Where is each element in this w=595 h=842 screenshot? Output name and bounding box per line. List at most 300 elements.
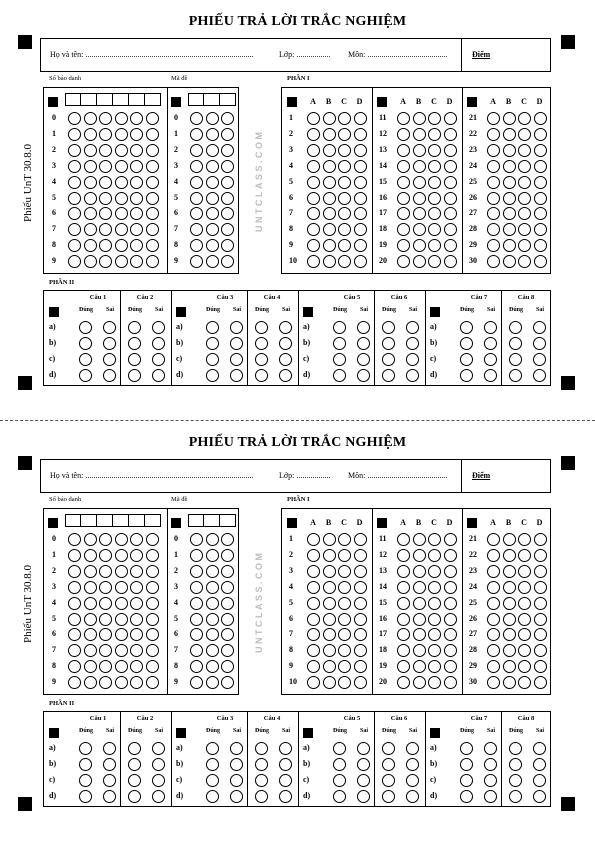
answer-bubble[interactable] <box>323 533 336 546</box>
answer-bubble[interactable] <box>323 207 336 220</box>
student-id-bubble[interactable] <box>68 660 81 673</box>
true-bubble[interactable] <box>509 790 522 803</box>
answer-bubble[interactable] <box>397 533 410 546</box>
exam-code-bubble[interactable] <box>221 597 234 610</box>
student-id-bubble[interactable] <box>115 239 128 252</box>
answer-bubble[interactable] <box>487 176 500 189</box>
exam-code-bubble[interactable] <box>206 660 219 673</box>
false-bubble[interactable] <box>152 337 165 350</box>
false-bubble[interactable] <box>533 369 546 382</box>
exam-code-bubble[interactable] <box>190 223 203 236</box>
exam-code-bubble[interactable] <box>206 549 219 562</box>
answer-bubble[interactable] <box>518 565 531 578</box>
exam-code-bubble[interactable] <box>190 597 203 610</box>
answer-bubble[interactable] <box>397 192 410 205</box>
student-id-bubble[interactable] <box>115 533 128 546</box>
student-id-bubble[interactable] <box>146 613 159 626</box>
exam-code-bubble[interactable] <box>206 128 219 141</box>
answer-bubble[interactable] <box>307 660 320 673</box>
answer-bubble[interactable] <box>428 597 441 610</box>
false-bubble[interactable] <box>533 774 546 787</box>
answer-bubble[interactable] <box>397 207 410 220</box>
false-bubble[interactable] <box>103 790 116 803</box>
true-bubble[interactable] <box>333 369 346 382</box>
student-id-bubble[interactable] <box>146 255 159 268</box>
true-bubble[interactable] <box>79 337 92 350</box>
false-bubble[interactable] <box>533 353 546 366</box>
exam-code-bubble[interactable] <box>190 613 203 626</box>
student-id-bubble[interactable] <box>99 223 112 236</box>
answer-bubble[interactable] <box>444 628 457 641</box>
answer-bubble[interactable] <box>444 549 457 562</box>
student-id-bubble[interactable] <box>130 192 143 205</box>
false-bubble[interactable] <box>230 353 243 366</box>
exam-code-bubble[interactable] <box>190 676 203 689</box>
student-id-bubble[interactable] <box>68 160 81 173</box>
student-id-bubble[interactable] <box>84 676 97 689</box>
student-id-bubble[interactable] <box>130 255 143 268</box>
exam-code-bubble[interactable] <box>206 176 219 189</box>
answer-bubble[interactable] <box>307 112 320 125</box>
false-bubble[interactable] <box>279 337 292 350</box>
true-bubble[interactable] <box>128 790 141 803</box>
answer-bubble[interactable] <box>503 533 516 546</box>
answer-bubble[interactable] <box>503 223 516 236</box>
false-bubble[interactable] <box>152 758 165 771</box>
student-id-bubble[interactable] <box>115 644 128 657</box>
answer-bubble[interactable] <box>518 613 531 626</box>
true-bubble[interactable] <box>255 742 268 755</box>
student-id-digit-box[interactable] <box>129 93 145 106</box>
exam-code-bubble[interactable] <box>221 176 234 189</box>
false-bubble[interactable] <box>406 774 419 787</box>
answer-bubble[interactable] <box>338 176 351 189</box>
answer-bubble[interactable] <box>534 581 547 594</box>
exam-code-bubble[interactable] <box>190 581 203 594</box>
exam-code-bubble[interactable] <box>206 613 219 626</box>
false-bubble[interactable] <box>230 337 243 350</box>
true-bubble[interactable] <box>206 758 219 771</box>
answer-bubble[interactable] <box>444 660 457 673</box>
answer-bubble[interactable] <box>487 565 500 578</box>
answer-bubble[interactable] <box>444 192 457 205</box>
student-id-bubble[interactable] <box>84 239 97 252</box>
student-id-bubble[interactable] <box>99 628 112 641</box>
student-id-bubble[interactable] <box>115 192 128 205</box>
answer-bubble[interactable] <box>397 597 410 610</box>
student-id-bubble[interactable] <box>146 207 159 220</box>
true-bubble[interactable] <box>460 790 473 803</box>
answer-bubble[interactable] <box>534 160 547 173</box>
student-id-bubble[interactable] <box>130 239 143 252</box>
answer-bubble[interactable] <box>534 192 547 205</box>
false-bubble[interactable] <box>103 758 116 771</box>
answer-bubble[interactable] <box>534 628 547 641</box>
answer-bubble[interactable] <box>428 223 441 236</box>
false-bubble[interactable] <box>406 790 419 803</box>
answer-bubble[interactable] <box>307 192 320 205</box>
true-bubble[interactable] <box>255 321 268 334</box>
answer-bubble[interactable] <box>503 565 516 578</box>
student-id-bubble[interactable] <box>68 533 81 546</box>
true-bubble[interactable] <box>382 790 395 803</box>
true-bubble[interactable] <box>460 742 473 755</box>
true-bubble[interactable] <box>382 321 395 334</box>
student-id-bubble[interactable] <box>130 207 143 220</box>
answer-bubble[interactable] <box>518 144 531 157</box>
exam-code-digit-box[interactable] <box>220 93 236 106</box>
true-bubble[interactable] <box>79 742 92 755</box>
exam-code-bubble[interactable] <box>221 128 234 141</box>
answer-bubble[interactable] <box>413 223 426 236</box>
student-id-bubble[interactable] <box>130 549 143 562</box>
exam-code-bubble[interactable] <box>190 565 203 578</box>
answer-bubble[interactable] <box>307 628 320 641</box>
answer-bubble[interactable] <box>397 581 410 594</box>
answer-bubble[interactable] <box>354 144 367 157</box>
exam-code-bubble[interactable] <box>206 223 219 236</box>
false-bubble[interactable] <box>357 742 370 755</box>
exam-code-bubble[interactable] <box>221 207 234 220</box>
answer-bubble[interactable] <box>338 144 351 157</box>
student-id-bubble[interactable] <box>146 628 159 641</box>
answer-bubble[interactable] <box>397 676 410 689</box>
exam-code-bubble[interactable] <box>206 644 219 657</box>
exam-code-bubble[interactable] <box>221 192 234 205</box>
answer-bubble[interactable] <box>323 628 336 641</box>
true-bubble[interactable] <box>382 337 395 350</box>
student-id-bubble[interactable] <box>84 628 97 641</box>
false-bubble[interactable] <box>152 321 165 334</box>
answer-bubble[interactable] <box>428 644 441 657</box>
answer-bubble[interactable] <box>428 176 441 189</box>
student-id-bubble[interactable] <box>99 255 112 268</box>
answer-bubble[interactable] <box>428 160 441 173</box>
exam-code-bubble[interactable] <box>190 144 203 157</box>
student-id-digit-box[interactable] <box>113 514 129 527</box>
student-id-bubble[interactable] <box>146 144 159 157</box>
answer-bubble[interactable] <box>397 223 410 236</box>
answer-bubble[interactable] <box>444 239 457 252</box>
answer-bubble[interactable] <box>518 549 531 562</box>
true-bubble[interactable] <box>128 353 141 366</box>
answer-bubble[interactable] <box>487 549 500 562</box>
true-bubble[interactable] <box>79 369 92 382</box>
student-id-bubble[interactable] <box>84 613 97 626</box>
answer-bubble[interactable] <box>444 223 457 236</box>
exam-code-bubble[interactable] <box>206 112 219 125</box>
answer-bubble[interactable] <box>428 660 441 673</box>
student-id-bubble[interactable] <box>146 549 159 562</box>
answer-bubble[interactable] <box>338 255 351 268</box>
false-bubble[interactable] <box>152 369 165 382</box>
student-id-bubble[interactable] <box>99 192 112 205</box>
answer-bubble[interactable] <box>503 239 516 252</box>
answer-bubble[interactable] <box>534 565 547 578</box>
true-bubble[interactable] <box>255 758 268 771</box>
answer-bubble[interactable] <box>397 255 410 268</box>
true-bubble[interactable] <box>460 758 473 771</box>
true-bubble[interactable] <box>460 337 473 350</box>
false-bubble[interactable] <box>103 353 116 366</box>
answer-bubble[interactable] <box>413 597 426 610</box>
answer-bubble[interactable] <box>354 533 367 546</box>
true-bubble[interactable] <box>128 758 141 771</box>
answer-bubble[interactable] <box>413 160 426 173</box>
true-bubble[interactable] <box>460 321 473 334</box>
true-bubble[interactable] <box>79 774 92 787</box>
student-id-bubble[interactable] <box>84 565 97 578</box>
student-id-bubble[interactable] <box>115 597 128 610</box>
answer-bubble[interactable] <box>534 549 547 562</box>
answer-bubble[interactable] <box>487 660 500 673</box>
exam-code-bubble[interactable] <box>221 613 234 626</box>
answer-bubble[interactable] <box>503 676 516 689</box>
false-bubble[interactable] <box>279 742 292 755</box>
exam-code-bubble[interactable] <box>206 192 219 205</box>
false-bubble[interactable] <box>533 321 546 334</box>
student-id-bubble[interactable] <box>99 533 112 546</box>
answer-bubble[interactable] <box>354 112 367 125</box>
student-id-bubble[interactable] <box>68 255 81 268</box>
exam-code-bubble[interactable] <box>221 223 234 236</box>
answer-bubble[interactable] <box>323 581 336 594</box>
true-bubble[interactable] <box>255 337 268 350</box>
answer-bubble[interactable] <box>487 112 500 125</box>
answer-bubble[interactable] <box>413 565 426 578</box>
exam-code-bubble[interactable] <box>190 207 203 220</box>
exam-code-bubble[interactable] <box>206 255 219 268</box>
answer-bubble[interactable] <box>338 239 351 252</box>
true-bubble[interactable] <box>460 774 473 787</box>
answer-bubble[interactable] <box>487 128 500 141</box>
answer-bubble[interactable] <box>428 255 441 268</box>
true-bubble[interactable] <box>333 337 346 350</box>
true-bubble[interactable] <box>382 369 395 382</box>
exam-code-bubble[interactable] <box>221 239 234 252</box>
false-bubble[interactable] <box>357 353 370 366</box>
answer-bubble[interactable] <box>413 628 426 641</box>
answer-bubble[interactable] <box>397 112 410 125</box>
answer-bubble[interactable] <box>503 660 516 673</box>
student-id-bubble[interactable] <box>115 207 128 220</box>
exam-code-bubble[interactable] <box>190 628 203 641</box>
exam-code-bubble[interactable] <box>221 144 234 157</box>
answer-bubble[interactable] <box>534 597 547 610</box>
student-id-digit-box[interactable] <box>145 514 161 527</box>
answer-bubble[interactable] <box>354 613 367 626</box>
answer-bubble[interactable] <box>338 628 351 641</box>
exam-code-bubble[interactable] <box>221 660 234 673</box>
answer-bubble[interactable] <box>444 207 457 220</box>
answer-bubble[interactable] <box>444 128 457 141</box>
true-bubble[interactable] <box>382 742 395 755</box>
false-bubble[interactable] <box>406 337 419 350</box>
true-bubble[interactable] <box>206 369 219 382</box>
answer-bubble[interactable] <box>354 549 367 562</box>
student-id-bubble[interactable] <box>130 176 143 189</box>
answer-bubble[interactable] <box>354 239 367 252</box>
true-bubble[interactable] <box>509 774 522 787</box>
student-id-bubble[interactable] <box>130 144 143 157</box>
answer-bubble[interactable] <box>487 644 500 657</box>
answer-bubble[interactable] <box>444 160 457 173</box>
answer-bubble[interactable] <box>444 112 457 125</box>
false-bubble[interactable] <box>357 337 370 350</box>
student-id-bubble[interactable] <box>115 581 128 594</box>
answer-bubble[interactable] <box>338 128 351 141</box>
student-id-bubble[interactable] <box>146 597 159 610</box>
false-bubble[interactable] <box>103 337 116 350</box>
answer-bubble[interactable] <box>307 644 320 657</box>
answer-bubble[interactable] <box>518 581 531 594</box>
answer-bubble[interactable] <box>307 549 320 562</box>
name-field[interactable]: Họ và tên: .................................................................................... <box>50 50 254 59</box>
answer-bubble[interactable] <box>338 160 351 173</box>
exam-code-bubble[interactable] <box>190 660 203 673</box>
answer-bubble[interactable] <box>307 176 320 189</box>
exam-code-bubble[interactable] <box>206 533 219 546</box>
answer-bubble[interactable] <box>354 192 367 205</box>
answer-bubble[interactable] <box>338 207 351 220</box>
answer-bubble[interactable] <box>428 581 441 594</box>
false-bubble[interactable] <box>230 758 243 771</box>
exam-code-digit-box[interactable] <box>188 514 204 527</box>
true-bubble[interactable] <box>382 758 395 771</box>
answer-bubble[interactable] <box>444 565 457 578</box>
false-bubble[interactable] <box>103 369 116 382</box>
student-id-bubble[interactable] <box>115 628 128 641</box>
false-bubble[interactable] <box>484 321 497 334</box>
true-bubble[interactable] <box>509 742 522 755</box>
exam-code-bubble[interactable] <box>206 597 219 610</box>
student-id-bubble[interactable] <box>115 660 128 673</box>
answer-bubble[interactable] <box>518 176 531 189</box>
answer-bubble[interactable] <box>354 660 367 673</box>
answer-bubble[interactable] <box>534 223 547 236</box>
answer-bubble[interactable] <box>397 239 410 252</box>
exam-code-bubble[interactable] <box>206 565 219 578</box>
true-bubble[interactable] <box>128 774 141 787</box>
answer-bubble[interactable] <box>487 581 500 594</box>
answer-bubble[interactable] <box>323 676 336 689</box>
exam-code-digit-box[interactable] <box>188 93 204 106</box>
answer-bubble[interactable] <box>323 239 336 252</box>
answer-bubble[interactable] <box>307 144 320 157</box>
exam-code-bubble[interactable] <box>221 628 234 641</box>
student-id-bubble[interactable] <box>115 112 128 125</box>
answer-bubble[interactable] <box>307 533 320 546</box>
student-id-bubble[interactable] <box>68 597 81 610</box>
answer-bubble[interactable] <box>323 597 336 610</box>
student-id-digit-box[interactable] <box>97 93 113 106</box>
exam-code-bubble[interactable] <box>206 676 219 689</box>
answer-bubble[interactable] <box>503 644 516 657</box>
answer-bubble[interactable] <box>323 192 336 205</box>
answer-bubble[interactable] <box>354 676 367 689</box>
answer-bubble[interactable] <box>428 192 441 205</box>
student-id-bubble[interactable] <box>146 660 159 673</box>
answer-bubble[interactable] <box>323 160 336 173</box>
student-id-bubble[interactable] <box>84 128 97 141</box>
student-id-bubble[interactable] <box>146 239 159 252</box>
exam-code-digit-box[interactable] <box>220 514 236 527</box>
answer-bubble[interactable] <box>487 239 500 252</box>
exam-code-bubble[interactable] <box>190 176 203 189</box>
student-id-bubble[interactable] <box>115 144 128 157</box>
student-id-digit-box[interactable] <box>81 514 97 527</box>
answer-bubble[interactable] <box>307 597 320 610</box>
student-id-digit-box[interactable] <box>129 514 145 527</box>
true-bubble[interactable] <box>509 369 522 382</box>
false-bubble[interactable] <box>357 790 370 803</box>
answer-bubble[interactable] <box>397 549 410 562</box>
student-id-bubble[interactable] <box>130 223 143 236</box>
student-id-bubble[interactable] <box>68 628 81 641</box>
true-bubble[interactable] <box>509 337 522 350</box>
student-id-digit-box[interactable] <box>81 93 97 106</box>
answer-bubble[interactable] <box>503 176 516 189</box>
student-id-bubble[interactable] <box>68 192 81 205</box>
answer-bubble[interactable] <box>428 128 441 141</box>
answer-bubble[interactable] <box>518 628 531 641</box>
exam-code-bubble[interactable] <box>221 581 234 594</box>
student-id-bubble[interactable] <box>99 112 112 125</box>
false-bubble[interactable] <box>533 758 546 771</box>
false-bubble[interactable] <box>230 742 243 755</box>
student-id-bubble[interactable] <box>99 581 112 594</box>
true-bubble[interactable] <box>333 758 346 771</box>
answer-bubble[interactable] <box>323 613 336 626</box>
answer-bubble[interactable] <box>338 192 351 205</box>
student-id-bubble[interactable] <box>146 192 159 205</box>
exam-code-bubble[interactable] <box>190 549 203 562</box>
false-bubble[interactable] <box>230 790 243 803</box>
answer-bubble[interactable] <box>323 176 336 189</box>
answer-bubble[interactable] <box>307 565 320 578</box>
student-id-bubble[interactable] <box>115 176 128 189</box>
true-bubble[interactable] <box>79 321 92 334</box>
student-id-bubble[interactable] <box>84 207 97 220</box>
answer-bubble[interactable] <box>487 613 500 626</box>
student-id-bubble[interactable] <box>84 581 97 594</box>
student-id-bubble[interactable] <box>115 128 128 141</box>
answer-bubble[interactable] <box>307 128 320 141</box>
answer-bubble[interactable] <box>354 565 367 578</box>
answer-bubble[interactable] <box>534 239 547 252</box>
student-id-bubble[interactable] <box>99 144 112 157</box>
answer-bubble[interactable] <box>503 255 516 268</box>
student-id-bubble[interactable] <box>130 581 143 594</box>
false-bubble[interactable] <box>406 353 419 366</box>
student-id-bubble[interactable] <box>68 565 81 578</box>
answer-bubble[interactable] <box>444 144 457 157</box>
answer-bubble[interactable] <box>397 160 410 173</box>
exam-code-bubble[interactable] <box>190 255 203 268</box>
answer-bubble[interactable] <box>354 581 367 594</box>
answer-bubble[interactable] <box>413 533 426 546</box>
false-bubble[interactable] <box>484 742 497 755</box>
true-bubble[interactable] <box>79 758 92 771</box>
answer-bubble[interactable] <box>354 255 367 268</box>
answer-bubble[interactable] <box>518 192 531 205</box>
answer-bubble[interactable] <box>534 176 547 189</box>
answer-bubble[interactable] <box>503 160 516 173</box>
true-bubble[interactable] <box>509 758 522 771</box>
answer-bubble[interactable] <box>487 255 500 268</box>
answer-bubble[interactable] <box>428 549 441 562</box>
class-field[interactable]: Lớp: ................. <box>279 471 331 480</box>
